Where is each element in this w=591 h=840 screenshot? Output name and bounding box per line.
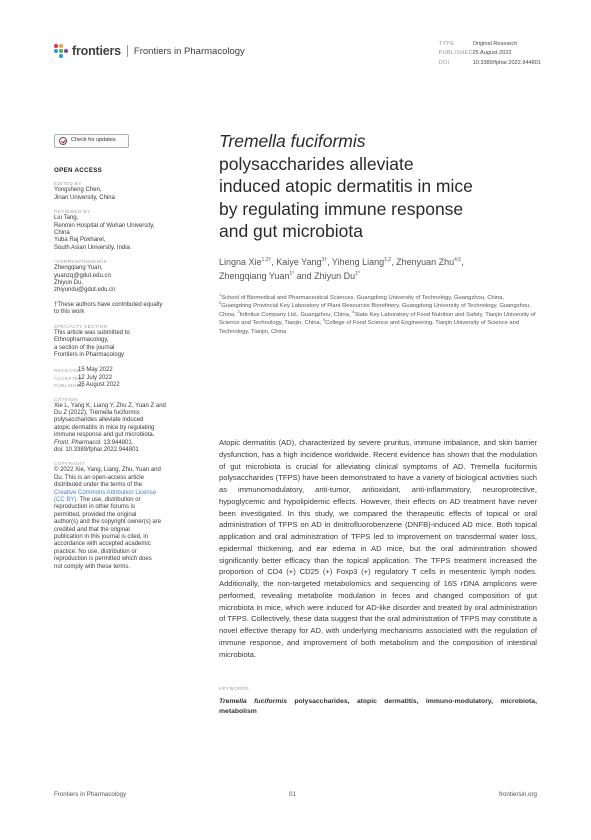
copyright-label: COPYRIGHT bbox=[54, 461, 85, 467]
citation-doi[interactable]: doi: 10.3389/fphar.2022.944801 bbox=[54, 446, 139, 453]
keywords: Tremella fuciformis polysaccharides, atopic dermatitis, immuno-modulatory, microbiota, metabolism bbox=[219, 698, 537, 715]
author-list: Lingna Xie$^{1,2\dagger}$, Kaiye Yang$^{3\dagger}$, Yiheng Liang$^{1,2}$, Zhenyuan Zhu$^{4,5}$, Zhengqiang Yuan$^{1*}$ and Zhiyun $Du^{1*}$ bbox=[219, 256, 464, 281]
keywords-label: KEYWORDS bbox=[219, 686, 249, 691]
frontiers-logo[interactable] bbox=[54, 44, 245, 58]
article-title: Tremella fuciformis polysaccharides alleviate induced atopic dermatitis in mice by regulating immune response and gut microbiota bbox=[219, 131, 473, 241]
meta-type: TYPE Original Research bbox=[438, 41, 518, 47]
cc-by-link[interactable]: (CC BY). bbox=[54, 497, 78, 503]
affiliations: $^1$School of Biomedical and Pharmaceutical Sciences, Guangdong University of Technology, Guangzhou, China, $^2$Guangdong Provincial Key Laboratory of Plant Resources Biorefinery, Guangdong University of Technology, Guangzhou, China, $^3$Infinitus Company Ltd., Guangzhou, China, $^4$State Key Laboratory of Food Nutrition and Safety, Tianjin University of Science and Technology, Tianjin, China, $^5$College of Food Science and Engineering, Tianjin University of Science and Technology, Tianjin, China bbox=[219, 291, 536, 335]
cc-license-link[interactable]: Creative Commons Attribution License bbox=[54, 489, 157, 496]
footer-site-link[interactable]: frontiersin.org bbox=[499, 791, 537, 798]
correspondence-info: Zhengqiang Yuan, yuanzq@gdut.edu.cn Zhiyun Du, zhiyundu@gdut.edu.cn bbox=[54, 265, 184, 295]
author-name[interactable]: Zhengqiang Yuan bbox=[219, 271, 290, 281]
footer-journal[interactable]: Frontiers in Pharmacology bbox=[54, 791, 127, 798]
page-number: 01 bbox=[289, 791, 296, 798]
editor-info: Yongsheng Chen, Jinan University, China bbox=[54, 187, 115, 201]
brand-name: frontiers bbox=[72, 44, 121, 58]
edited-by-label: EDITED BY bbox=[54, 181, 82, 187]
article-meta bbox=[439, 40, 541, 68]
author-name[interactable]: Yiheng Liang bbox=[331, 256, 385, 267]
reviewed-by-label: REVIEWED BY bbox=[54, 209, 91, 215]
check-for-updates-button[interactable]: Check for updates bbox=[54, 134, 129, 148]
citation-info: Xie L, Yang K, Liang Y, Zhu Z, Yuan Z and Du Z (2022), Tremella fuciformis polysaccharides alleviate induced atopic dermatitis in mice by regulating immune response and gut microbiota. Front. Pharmacol. 13:944801. doi: 10.3389/fphar.2022.944801 bbox=[54, 403, 184, 455]
open-access-label: OPEN ACCESS bbox=[54, 167, 103, 174]
author-name[interactable]: Zhiyun Du bbox=[314, 271, 356, 281]
meta-doi: DOI 10.3389/fphar.2022.944801 bbox=[438, 59, 541, 66]
page-header bbox=[54, 41, 541, 74]
check-updates-icon bbox=[59, 137, 67, 145]
meta-published: PUBLISHED25 August 2022 bbox=[438, 50, 512, 57]
frontiers-logo-icon bbox=[54, 44, 68, 58]
header-divider bbox=[127, 45, 128, 57]
copyright-info: © 2022 Xie, Yang, Liang, Zhu, Yuan and Du. This is an open-access article distributed under the terms of the Creative Commons Attribution License (CC BY). The use, distribution or reproduction in other forums is permitted, provided the original author(s) and the copyright owner(s) are credited and that the original publication in this journal is cited, in accordance with accepted academic practice. No use, distribution or reproduction is permitted which does not comply with these terms. bbox=[54, 467, 184, 571]
article-main bbox=[219, 130, 537, 336]
article-sidebar bbox=[54, 134, 184, 571]
author-name[interactable]: Zhenyuan Zhu bbox=[396, 256, 455, 267]
equal-contribution-note: †These authors have contributed equally to this work bbox=[54, 301, 163, 316]
correspondence-label: *CORRESPONDENCE bbox=[54, 259, 108, 265]
article-dates: RECEIVED 15 May 2022 ACCEPTED 12 July 2022 PUBLISHED 25 August 2022 bbox=[54, 367, 120, 389]
citation-label: CITATION bbox=[54, 396, 78, 402]
specialty-section-label: SPECIALTY SECTION bbox=[54, 323, 108, 329]
author-name[interactable]: Kaiye Yang bbox=[276, 256, 322, 267]
journal-name: Frontiers in Pharmacology bbox=[133, 45, 245, 57]
reviewers-info: Liu Tang, Renmin Hospital of Wuhan University, China Yuba Raj Pokharel, South Asian University, India bbox=[54, 215, 155, 251]
email-link[interactable]: zhiyundu@gdut.edu.cn bbox=[54, 287, 116, 294]
email-link[interactable]: yuanzq@gdut.edu.cn bbox=[54, 272, 111, 279]
author-name[interactable]: Lingna Xie bbox=[219, 256, 262, 267]
abstract: Atopic dermatitis (AD), characterized by severe pruritus, immune imbalance, and skin barrier dysfunction, has a high incidence worldwide. Recent evidence has shown that the modulation of gut microbiota is crucial for alleviating clinical symptoms of AD. Tremella fuciformis polysaccharides (TFPS) have been demonstrated to have a variety of biological activities such as immunomodulatory, anti-tumor, antioxidant, anti-inflammatory, neuroprotective, hypoglycemic and hypolipidemic effects. However, their effects on AD treatment have never been investigated. In this study, we compared the therapeutic effects of topical or oral administration of TFPS on AD in dinitrofluorobenzene (DNFB)-induced AD mice. Both topical application and oral administration of TFPS led to improvement on transdermal water loss, epidermal thickening, and ear edema in AD mice, but the oral administration showed significantly better efficacy than the topical application. The TFPS treatment increased the proportion of CD4 (+) CD25 (+) Foxp3 (+) regulatory T cells in mesenteric lymph nodes. Additionally, the non-targeted metabolomics and sequencing of 16S rDNA amplicons were performed, revealing metabolite modulation in feces and changed composition of gut microbiota in mice, which were induced for AD-like disorder and treated by oral administration of TFPS. Collectively, these data suggest that the oral administration of TFPS may constitute a novel effective therapy for AD, with underlying mechanisms associated with the regulation of immune response, and improvement of both metabolism and the composition of intestinal microbiota. bbox=[219, 438, 537, 659]
specialty-section-info: This article was submitted to Ethnopharmacology, a section of the journal Frontiers in Pharmacology bbox=[54, 329, 130, 358]
